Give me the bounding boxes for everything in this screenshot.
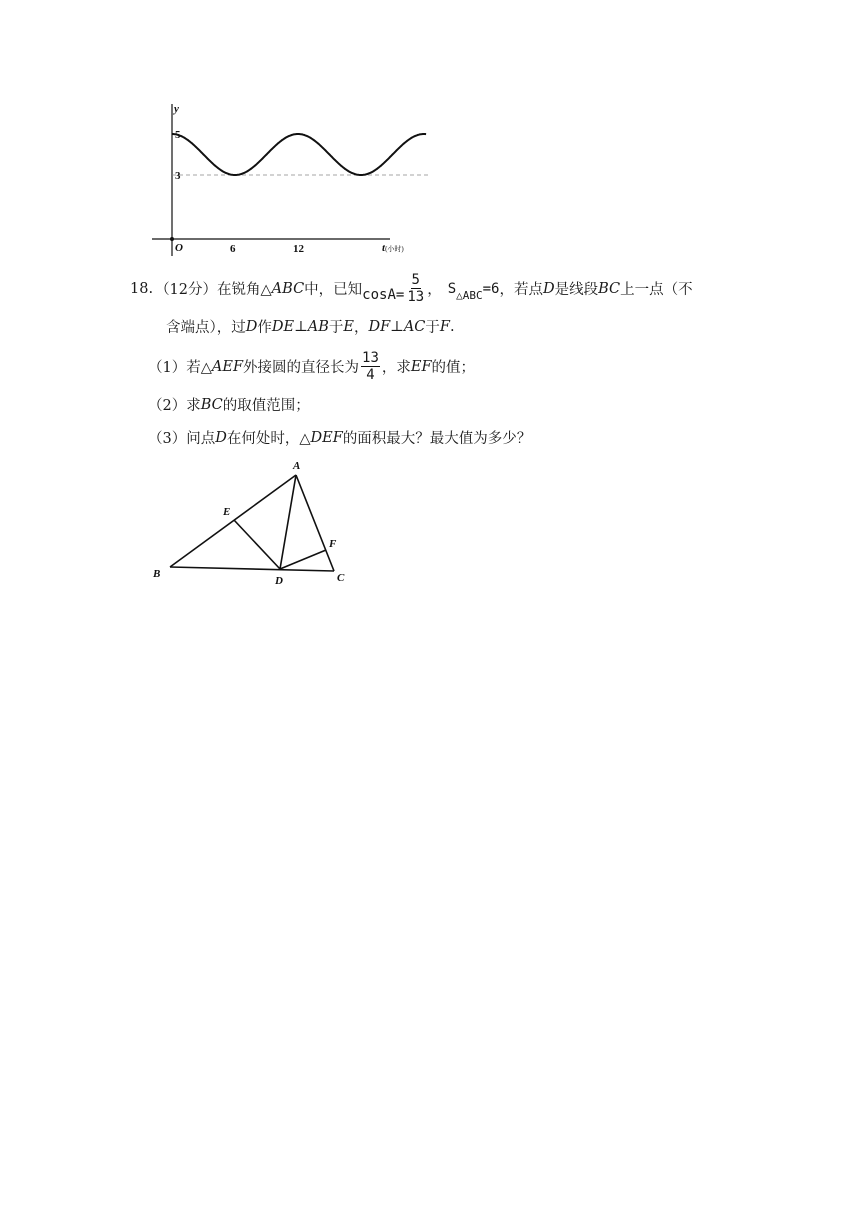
text: D bbox=[215, 429, 227, 446]
area-expr bbox=[447, 280, 500, 302]
problem-score: （12分） bbox=[155, 282, 218, 298]
text: E bbox=[343, 318, 354, 335]
segment-df bbox=[280, 550, 326, 569]
text: EF bbox=[410, 358, 432, 375]
y-axis-label: y bbox=[174, 103, 179, 115]
text: D bbox=[542, 280, 555, 297]
text: AEF bbox=[211, 358, 244, 375]
label-e: E bbox=[223, 506, 231, 518]
text: DE bbox=[271, 318, 295, 335]
text: ，若点 bbox=[499, 282, 543, 298]
text: 上一点（不 bbox=[620, 282, 693, 298]
text: 的面积最大？最大值为多少？ bbox=[342, 431, 532, 447]
x-tick-6: 6 bbox=[230, 243, 236, 255]
problem-line-2 bbox=[166, 316, 455, 337]
area-label: S bbox=[447, 280, 457, 297]
origin-label: O bbox=[175, 242, 183, 254]
cos-denominator: 13 bbox=[407, 289, 425, 305]
segment-de bbox=[234, 520, 280, 569]
label-d: D bbox=[275, 575, 283, 585]
cos-numerator: 5 bbox=[411, 272, 420, 288]
text: （2）求 bbox=[148, 398, 201, 414]
text: 的取值范围； bbox=[222, 398, 310, 414]
diameter-fraction bbox=[361, 350, 380, 383]
origin-dot bbox=[170, 237, 174, 241]
sinusoid-graph bbox=[140, 96, 440, 266]
text: 中，已知 bbox=[304, 282, 363, 298]
wave-curve bbox=[172, 134, 426, 175]
text: 外接圆的直径长为 bbox=[243, 360, 360, 376]
text: 于 bbox=[425, 320, 440, 336]
y-tick-5: 5 bbox=[175, 129, 181, 141]
text: AC bbox=[403, 318, 426, 335]
x-tick-12: 12 bbox=[293, 243, 304, 255]
text: 在何处时，△ bbox=[226, 431, 311, 447]
text: 于 bbox=[328, 320, 344, 336]
cos-label: cosA= bbox=[362, 286, 405, 303]
diameter-denominator: 4 bbox=[366, 367, 375, 383]
text: ， bbox=[353, 320, 369, 336]
text: （3）问点 bbox=[148, 431, 216, 447]
problem-number: 18. bbox=[130, 280, 154, 297]
text: BC bbox=[200, 396, 223, 413]
text: （1）若△ bbox=[148, 360, 212, 376]
text: D bbox=[245, 318, 258, 335]
y-tick-3: 3 bbox=[175, 170, 181, 182]
text: F bbox=[439, 318, 450, 335]
text: . bbox=[449, 318, 455, 335]
area-value: =6 bbox=[482, 280, 500, 297]
text: DF bbox=[368, 318, 391, 335]
triangle-figure bbox=[145, 455, 355, 585]
text: DEF bbox=[310, 429, 343, 446]
text: 在锐角△ bbox=[217, 282, 272, 298]
text: 作 bbox=[257, 320, 272, 336]
question-2 bbox=[148, 394, 310, 415]
text: ，求 bbox=[381, 360, 411, 376]
label-f: F bbox=[329, 538, 337, 550]
text: ， bbox=[427, 282, 442, 298]
question-3 bbox=[148, 427, 531, 448]
problem-line-1 bbox=[130, 272, 693, 305]
text: 是线段 bbox=[554, 282, 599, 298]
x-axis-label: t(小时) bbox=[382, 242, 404, 254]
label-b: B bbox=[153, 568, 161, 580]
edge-ac bbox=[296, 475, 334, 571]
segment-ad bbox=[280, 475, 296, 569]
text: AB bbox=[307, 318, 329, 335]
diameter-numerator: 13 bbox=[362, 350, 379, 366]
cos-fraction bbox=[406, 272, 425, 305]
text: ⊥ bbox=[390, 318, 404, 335]
label-a: A bbox=[293, 460, 301, 472]
text: 的值； bbox=[431, 360, 476, 376]
text: ABC bbox=[271, 280, 305, 297]
edge-ab bbox=[170, 475, 296, 567]
question-1 bbox=[148, 350, 475, 383]
text: ⊥ bbox=[294, 318, 308, 335]
text: BC bbox=[598, 280, 621, 297]
label-c: C bbox=[337, 572, 345, 584]
text: 含端点），过 bbox=[166, 320, 246, 336]
edge-bc bbox=[170, 567, 334, 571]
area-subscript: △ABC bbox=[456, 288, 483, 302]
